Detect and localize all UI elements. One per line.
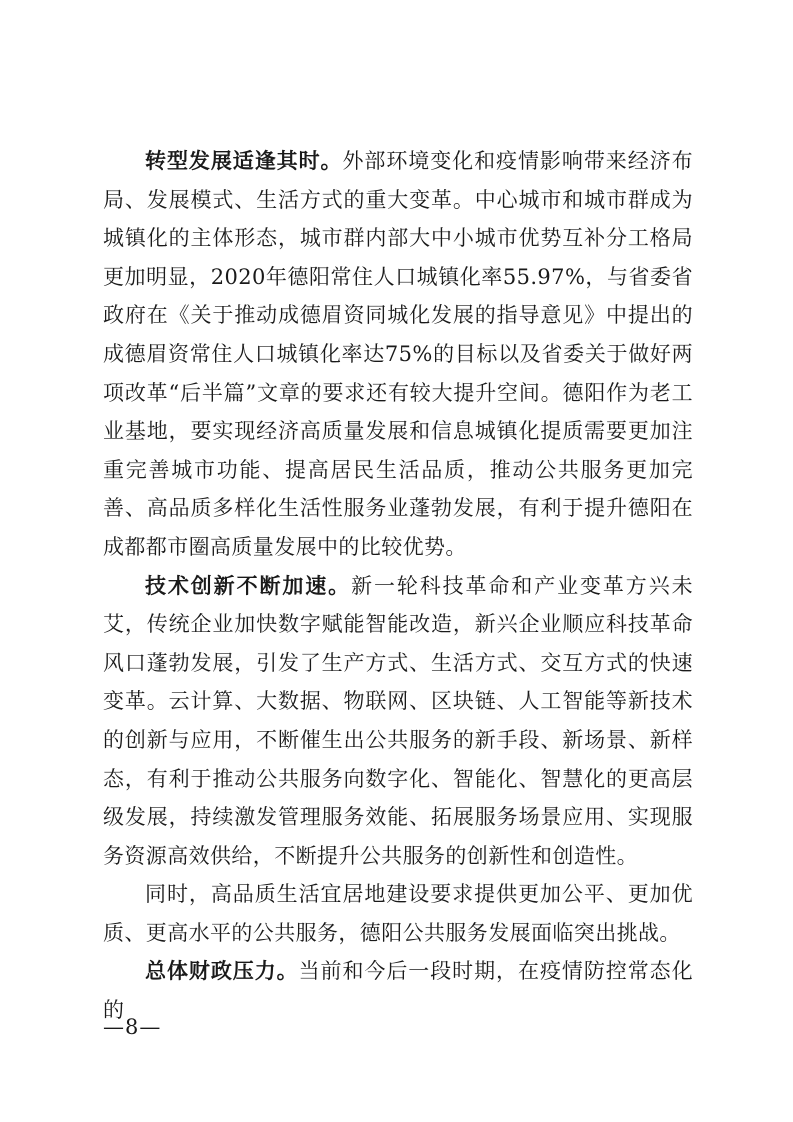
body-text xyxy=(103,142,693,1030)
page-number: —8— xyxy=(103,1015,162,1039)
paragraph-text: 同时，高品质生活宜居地建设要求提供更加公平、更加优质、更高水平的公共服务，德阳公共服务发展面临突出挑战。 xyxy=(103,882,693,945)
paragraph-fiscal-pressure xyxy=(103,952,693,1029)
paragraph-challenges xyxy=(103,875,693,952)
paragraph-text: 当前和今后一段时期，在疫情防控常态化的 xyxy=(103,959,693,1023)
paragraph-text: 新一轮科技革命和产业变革方兴未艾，传统企业加快数字赋能智能改造，新兴企业顺应科技革命风口蓬勃发展，引发了生产方式、生活方式、交互方式的快速变革。云计算、大数据、物联网、区块链、人工智能等新技术的创新与应用，不断催生出公共服务的新手段、新场景、新样态，有利于推动公共服务向数字化、智能化、智慧化的更高层级发展，持续激发管理服务效能、拓展服务场景应用、实现服务资源高效供给，不断提升公共服务的创新性和创造性。 xyxy=(103,573,693,868)
paragraph-text: 外部环境变化和疫情影响带来经济布局、发展模式、生活方式的重大变革。中心城市和城市群成为城镇化的主体形态，城市群内部大中小城市优势互补分工格局更加明显，2020年德阳常住人口城镇化率55.97%，与省委省政府在《关于推动成德眉资同城化发展的指导意见》中提出的成德眉资常住人口城镇化率达75%的目标以及省委关于做好两项改革“后半篇”文章的要求还有较大提升空间。德阳作为老工业基地，要实现经济高质量发展和信息城镇化提质需要更加注重完善城市功能、提高居民生活品质，推动公共服务更加完善、高品质多样化生活性服务业蓬勃发展，有利于提升德阳在成都都市圈高质量发展中的比较优势。 xyxy=(103,149,693,559)
paragraph-heading: 技术创新不断加速。 xyxy=(145,573,352,598)
paragraph-urbanization xyxy=(103,142,693,567)
paragraph-heading: 总体财政压力。 xyxy=(145,959,299,984)
paragraph-heading: 转型发展适逢其时。 xyxy=(145,149,343,173)
paragraph-technology xyxy=(103,567,693,876)
